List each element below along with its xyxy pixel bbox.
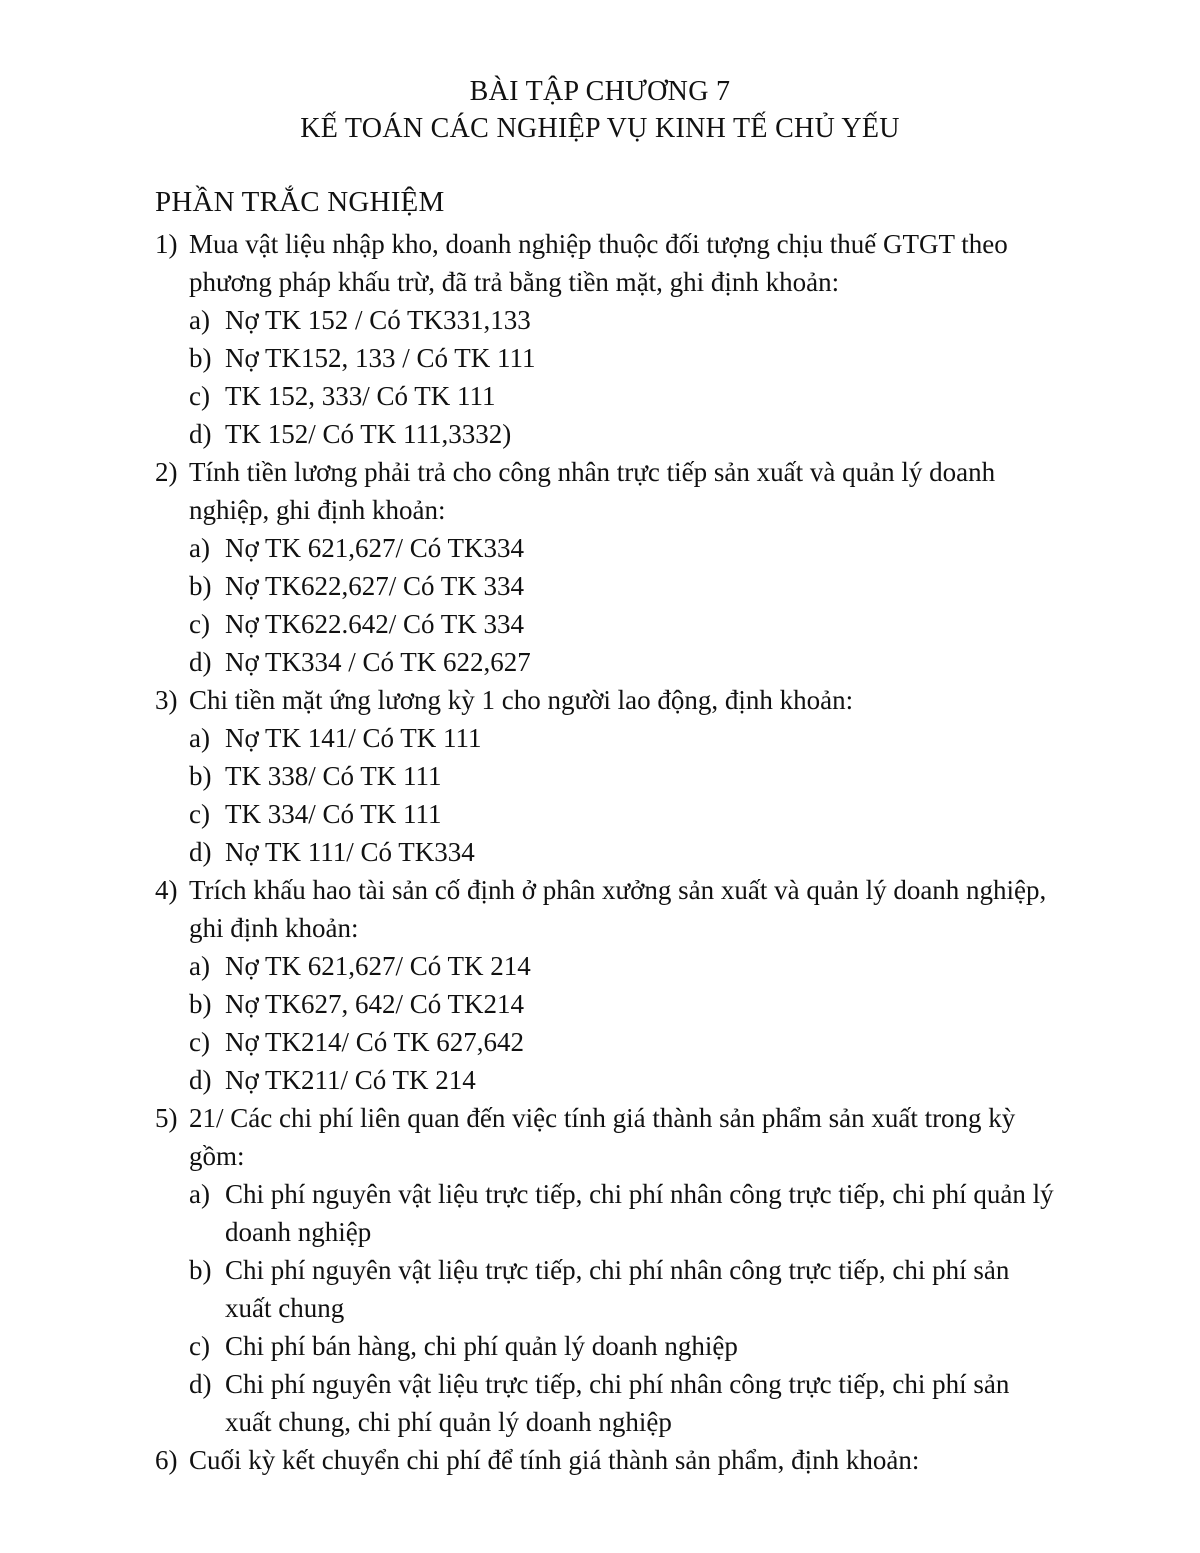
option-letter: c): [189, 799, 210, 829]
question-number: 5): [155, 1103, 178, 1133]
question-number: 4): [155, 875, 178, 905]
page-title: BÀI TẬP CHƯƠNG 7: [469, 76, 731, 107]
option-text: Nợ TK 141/ Có TK 111: [225, 723, 482, 753]
question-text: Chi tiền mặt ứng lương kỳ 1 cho người lao động, định khoản:: [189, 685, 854, 715]
option-letter: b): [189, 571, 212, 601]
answer-option: [189, 301, 1055, 339]
answer-option: [189, 833, 1055, 871]
answer-option: [189, 377, 1055, 415]
option-text: Chi phí nguyên vật liệu trực tiếp, chi phí nhân công trực tiếp, chi phí quản lý doanh nghiệp: [225, 1179, 1054, 1247]
question-item: [155, 453, 1055, 681]
question-number: 6): [155, 1445, 178, 1475]
section-heading: PHẦN TRẮC NGHIỆM: [155, 186, 445, 218]
option-letter: a): [189, 951, 210, 981]
option-text: Nợ TK622,627/ Có TK 334: [225, 571, 525, 601]
answer-option: [189, 643, 1055, 681]
option-text: Chi phí nguyên vật liệu trực tiếp, chi phí nhân công trực tiếp, chi phí sản xuất chung, chi phí quản lý doanh nghiệp: [225, 1369, 1010, 1437]
answer-option: [189, 1251, 1055, 1327]
option-text: Nợ TK334 / Có TK 622,627: [225, 647, 531, 677]
option-letter: c): [189, 609, 210, 639]
option-letter: d): [189, 647, 212, 677]
option-letter: c): [189, 1331, 210, 1361]
question-item: [155, 1099, 1055, 1441]
question-text: Trích khấu hao tài sản cố định ở phân xưởng sản xuất và quản lý doanh nghiệp, ghi định khoản:: [189, 875, 1047, 943]
option-letter: d): [189, 1369, 212, 1399]
answer-option: [189, 1061, 1055, 1099]
option-letter: a): [189, 533, 210, 563]
answer-option: [189, 415, 1055, 453]
option-text: Nợ TK214/ Có TK 627,642: [225, 1027, 525, 1057]
option-text: TK 334/ Có TK 111: [225, 799, 442, 829]
answer-option: [189, 947, 1055, 985]
option-letter: d): [189, 1065, 212, 1095]
answer-option: [189, 757, 1055, 795]
answer-option: [189, 1365, 1055, 1441]
option-letter: a): [189, 1179, 210, 1209]
option-letter: b): [189, 989, 212, 1019]
question-item: [155, 1441, 1055, 1479]
question-text: Cuối kỳ kết chuyển chi phí để tính giá thành sản phẩm, định khoản:: [189, 1445, 920, 1475]
option-letter: a): [189, 723, 210, 753]
answer-option: [189, 795, 1055, 833]
question-text: 21/ Các chi phí liên quan đến việc tính giá thành sản phẩm sản xuất trong kỳ gồm:: [189, 1103, 1016, 1171]
option-letter: b): [189, 1255, 212, 1285]
option-text: Nợ TK152, 133 / Có TK 111: [225, 343, 536, 373]
option-letter: d): [189, 837, 212, 867]
option-text: TK 338/ Có TK 111: [225, 761, 442, 791]
page-subtitle: KẾ TOÁN CÁC NGHIỆP VỤ KINH TẾ CHỦ YẾU: [300, 113, 900, 144]
option-letter: b): [189, 343, 212, 373]
option-text: TK 152, 333/ Có TK 111: [225, 381, 496, 411]
question-text: Mua vật liệu nhập kho, doanh nghiệp thuộc đối tượng chịu thuế GTGT theo phương pháp khấu trừ, đã trả bằng tiền mặt, ghi định khoản:: [189, 229, 1008, 297]
answer-option: [189, 985, 1055, 1023]
option-text: Chi phí bán hàng, chi phí quản lý doanh nghiệp: [225, 1331, 738, 1361]
question-item: [155, 225, 1055, 453]
option-text: Nợ TK 111/ Có TK334: [225, 837, 475, 867]
answer-option: [189, 567, 1055, 605]
question-number: 3): [155, 685, 178, 715]
option-text: Nợ TK622.642/ Có TK 334: [225, 609, 525, 639]
option-text: TK 152/ Có TK 111,3332): [225, 419, 512, 449]
answer-option: [189, 529, 1055, 567]
answer-option: [189, 339, 1055, 377]
option-letter: b): [189, 761, 212, 791]
question-number: 2): [155, 457, 178, 487]
answer-option: [189, 1175, 1055, 1251]
option-text: Nợ TK627, 642/ Có TK214: [225, 989, 525, 1019]
option-text: Nợ TK 152 / Có TK331,133: [225, 305, 531, 335]
option-text: Nợ TK 621,627/ Có TK 214: [225, 951, 531, 981]
question-item: [155, 681, 1055, 871]
answer-option: [189, 605, 1055, 643]
option-letter: c): [189, 1027, 210, 1057]
option-text: Nợ TK211/ Có TK 214: [225, 1065, 476, 1095]
answer-option: [189, 1327, 1055, 1365]
question-number: 1): [155, 229, 178, 259]
question-item: [155, 871, 1055, 1099]
option-letter: d): [189, 419, 212, 449]
option-text: Chi phí nguyên vật liệu trực tiếp, chi phí nhân công trực tiếp, chi phí sản xuất chung: [225, 1255, 1010, 1323]
answer-option: [189, 719, 1055, 757]
option-letter: a): [189, 305, 210, 335]
question-list: [155, 225, 1055, 1479]
answer-option: [189, 1023, 1055, 1061]
option-letter: c): [189, 381, 210, 411]
question-text: Tính tiền lương phải trả cho công nhân trực tiếp sản xuất và quản lý doanh nghiệp, ghi định khoản:: [189, 457, 996, 525]
option-text: Nợ TK 621,627/ Có TK334: [225, 533, 525, 563]
